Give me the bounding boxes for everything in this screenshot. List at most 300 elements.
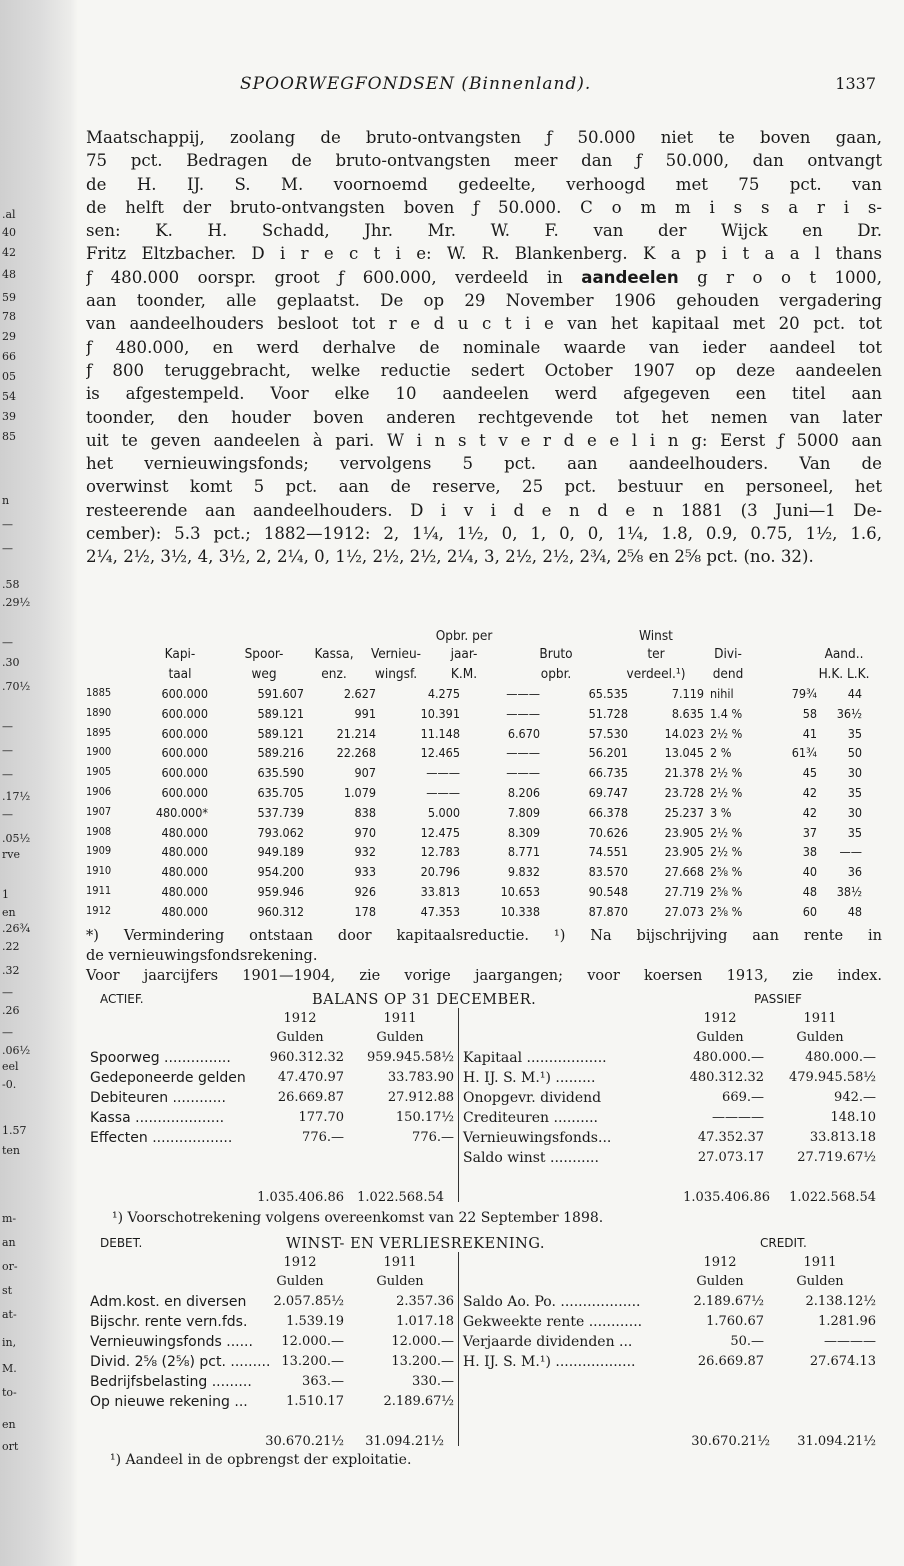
table-cell: 635.590: [257, 765, 304, 781]
margin-number: 59: [2, 291, 16, 304]
table-cell: 589.121: [257, 725, 304, 741]
margin-number: .05½: [2, 832, 31, 845]
amount: 47.352.37: [697, 1130, 764, 1145]
table-cell: 537.739: [257, 804, 304, 820]
column-header: Spoor-: [244, 646, 284, 662]
column-header: verdeel.¹): [626, 666, 686, 682]
table-cell: 933: [354, 864, 376, 880]
amount: 480.000.—: [805, 1050, 876, 1065]
year-heading: 1912: [703, 1255, 737, 1270]
table-cell: 74.551: [588, 844, 628, 860]
text-fragment: g r o o t 1000,: [678, 267, 882, 287]
amount: 47.470.97: [277, 1070, 344, 1085]
table-cell: 9.832: [507, 864, 540, 880]
text-line: ƒ 480.000, en werd derhalve de nominale waarde van ieder aandeel tot: [86, 337, 882, 357]
table-cell: 2½ %: [710, 765, 743, 781]
table-cell: 48: [847, 903, 862, 919]
table-cell: 2⅝ %: [710, 864, 743, 880]
total: 1.022.568.54: [789, 1190, 876, 1205]
year-heading: 1912: [703, 1011, 737, 1026]
table-cell: 35: [847, 824, 862, 840]
table-cell: nihil: [710, 686, 734, 701]
table-cell: 2½ %: [710, 824, 743, 840]
table-cell: 30: [847, 804, 862, 820]
unit-heading: Gulden: [376, 1030, 424, 1045]
margin-number: 39: [2, 410, 16, 423]
amount: 776.—: [302, 1130, 344, 1145]
unit-heading: Gulden: [276, 1274, 324, 1289]
table-cell: 4.275: [427, 686, 460, 701]
table-row: [86, 726, 882, 746]
margin-number: en: [2, 1418, 16, 1431]
total: 1.035.406.86: [683, 1190, 770, 1205]
unit-heading: Gulden: [796, 1274, 844, 1289]
row-label: Bijschr. rente vern.fds.: [90, 1314, 248, 1330]
amount: 27.674.13: [809, 1354, 876, 1369]
table-cell: 37: [802, 824, 817, 840]
margin-number: 40: [2, 226, 16, 239]
margin-number: eel: [2, 1060, 19, 1073]
table-cell: 5.000: [427, 804, 460, 820]
table-cell: 61¾: [791, 745, 817, 761]
table-cell: 480.000*: [155, 804, 208, 820]
table-cell: 3 %: [710, 804, 732, 820]
amount: 26.669.87: [277, 1090, 344, 1105]
text-line: cember): 5.3 pct.; 1882—1912: 2, 1¼, 1½, 0, 1, 0, 0, 1¼, 1.8, 0.9, 0.75, 1½, 1.6,: [86, 524, 882, 544]
total: 1.035.406.86: [257, 1190, 344, 1205]
text-line: de helft der bruto-ontvangsten boven ƒ 50.000. C o m m i s s a r i s-: [86, 197, 882, 217]
year-heading: 1911: [383, 1255, 417, 1270]
table-cell: 7.809: [507, 804, 540, 820]
row-label: Saldo Ao. Po. ..................: [463, 1294, 641, 1310]
margin-number: en: [2, 906, 16, 919]
table-cell: 56.201: [588, 745, 628, 761]
table-cell: 10.391: [420, 705, 460, 721]
amount: 27.719.67½: [797, 1150, 876, 1165]
row-label: Kassa ....................: [90, 1110, 225, 1126]
margin-number: rve: [2, 848, 20, 861]
amount: 27.073.17: [697, 1150, 764, 1165]
table-cell: 8.635: [671, 705, 704, 721]
amount: 150.17½: [395, 1110, 454, 1125]
table-row: [86, 765, 882, 785]
table-row: [86, 864, 882, 884]
table-cell: 13.045: [664, 745, 704, 761]
table-cell: 793.062: [257, 824, 304, 840]
amount: 2.189.67½: [693, 1294, 764, 1309]
margin-number: 1: [2, 888, 9, 901]
table-row: [86, 844, 882, 864]
table-cell: 2½ %: [710, 844, 743, 860]
table-cell: 23.905: [664, 844, 704, 860]
table-cell: 600.000: [161, 745, 208, 761]
table-cell: 1907: [86, 804, 112, 818]
table-cell: 33.813: [420, 884, 460, 899]
margin-number: —: [2, 1026, 13, 1039]
table-cell: 1895: [86, 725, 112, 739]
table-cell: 926: [354, 884, 376, 899]
table-cell: 1885: [86, 686, 112, 699]
table-cell: 991: [354, 705, 376, 721]
table-cell: 10.338: [500, 903, 540, 919]
table-cell: 12.465: [420, 745, 460, 761]
total: 31.094.21½: [365, 1434, 444, 1449]
table-cell: 47.353: [420, 903, 460, 919]
column-header: Vernieu-: [370, 646, 422, 662]
margin-number: .30: [2, 656, 20, 669]
column-divider: [458, 1252, 459, 1446]
statement-footnote: ¹) Aandeel in de opbrengst der exploitatie.: [110, 1452, 412, 1468]
margin-number: —: [2, 768, 13, 781]
margin-number: —: [2, 518, 13, 531]
table-cell: 21.378: [664, 765, 704, 781]
year-heading: 1911: [803, 1011, 837, 1026]
table-cell: 66.378: [588, 804, 628, 820]
margin-number: 78: [2, 310, 16, 323]
text-line: [86, 266, 882, 289]
table-cell: 600.000: [161, 686, 208, 701]
amount: 942.—: [834, 1090, 876, 1105]
total: 31.094.21½: [797, 1434, 876, 1449]
margin-number: —: [2, 986, 13, 999]
row-label: Bedrijfsbelasting .........: [90, 1374, 252, 1390]
table-cell: 8.771: [507, 844, 540, 860]
amount: 177.70: [298, 1110, 344, 1125]
column-header: wingsf.: [374, 666, 418, 682]
margin-number: an: [2, 1236, 16, 1249]
table-cell: 1910: [86, 864, 112, 878]
margin-number: 05: [2, 370, 16, 383]
table-cell: 12.783: [420, 844, 460, 860]
table-row: [86, 785, 882, 805]
amount: 669.—: [722, 1090, 764, 1105]
margin-number: .29½: [2, 596, 31, 609]
table-row: [86, 706, 882, 726]
column-header: H.K. L.K.: [818, 666, 870, 682]
table-cell: 960.312: [257, 903, 304, 919]
margin-number: ten: [2, 1144, 21, 1157]
row-label: Vernieuwingsfonds ......: [90, 1334, 253, 1350]
amount: 33.783.90: [387, 1070, 454, 1085]
table-cell: 70.626: [588, 824, 628, 840]
margin-number: .22: [2, 940, 20, 953]
margin-number: .70½: [2, 680, 31, 693]
table-cell: 30: [847, 765, 862, 781]
table-cell: 600.000: [161, 705, 208, 721]
row-label: Gekweekte rente ............: [463, 1314, 643, 1330]
table-cell: 65.535: [588, 686, 628, 701]
text-line: het vernieuwingsfonds; vervolgens 5 pct. aan aandeelhouders. Van de: [86, 454, 882, 474]
row-label: Onopgevr. dividend: [463, 1090, 602, 1106]
amount: 479.945.58½: [788, 1070, 876, 1085]
table-cell: 480.000: [161, 844, 208, 860]
adjacent-page-margin: [0, 0, 40, 1566]
column-header: Opbr. per: [435, 628, 493, 644]
column-divider: [458, 1008, 459, 1202]
row-label: Crediteuren ..........: [463, 1110, 599, 1126]
table-cell: 83.570: [588, 864, 628, 880]
amount: 480.000.—: [693, 1050, 764, 1065]
statement-right-label: CREDIT.: [760, 1236, 807, 1250]
table-cell: 12.475: [420, 824, 460, 840]
text-line: Maatschappij, zoolang de bruto-ontvangsten ƒ 50.000 niet te boven gaan,: [86, 128, 882, 147]
table-cell: ———: [506, 745, 540, 761]
table-cell: 932: [354, 844, 376, 860]
margin-number: .26¾: [2, 922, 31, 935]
table-cell: 21.214: [336, 725, 376, 741]
text-fragment: ƒ 480.000 oorspr. groot ƒ 600.000, verdeeld in: [86, 267, 582, 287]
amount: 27.912.88: [387, 1090, 454, 1105]
row-label: Vernieuwingsfonds...: [463, 1130, 612, 1146]
table-cell: 7.119: [671, 686, 704, 701]
table-cell: 35: [847, 725, 862, 741]
margin-number: .17½: [2, 790, 31, 803]
page-header: [240, 74, 880, 98]
table-cell: 51.728: [588, 705, 628, 721]
year-heading: 1912: [283, 1255, 317, 1270]
table-cell: 27.073: [664, 903, 704, 919]
margin-number: st: [2, 1284, 13, 1297]
table-cell: 1908: [86, 824, 112, 838]
margin-number: to-: [2, 1386, 17, 1399]
margin-number: 42: [2, 246, 16, 259]
margin-number: .58: [2, 578, 20, 591]
page-number: 1337: [835, 74, 876, 93]
amount: 2.189.67½: [383, 1394, 454, 1409]
table-cell: 589.121: [257, 705, 304, 721]
table-cell: ———: [426, 765, 460, 781]
amount: 13.200.—: [281, 1354, 344, 1369]
table-row: [86, 686, 882, 706]
table-cell: 2⅝ %: [710, 903, 743, 919]
amount: 1.510.17: [286, 1394, 344, 1409]
total: 30.670.21½: [265, 1434, 344, 1449]
table-cell: 25.237: [664, 804, 704, 820]
amount: 363.—: [302, 1374, 344, 1389]
amount: 960.312.32: [269, 1050, 344, 1065]
amount: 33.813.18: [809, 1130, 876, 1145]
text-line: toonder, den houder boven anderen rechtgevende tot het nemen van later: [86, 407, 882, 427]
table-cell: 20.796: [420, 864, 460, 880]
table-cell: 35: [847, 785, 862, 800]
table-cell: 41: [802, 725, 817, 741]
unit-heading: Gulden: [696, 1030, 744, 1045]
margin-number: .06½: [2, 1044, 31, 1057]
year-heading: 1911: [383, 1011, 417, 1026]
text-line: 75 pct. Bedragen de bruto-ontvangsten meer dan ƒ 50.000, dan ontvangt: [86, 151, 882, 171]
margin-number: in,: [2, 1336, 17, 1349]
table-cell: ——: [839, 844, 862, 860]
margin-number: —: [2, 542, 13, 555]
table-row: [86, 825, 882, 845]
amount: 1.017.18: [396, 1314, 454, 1329]
table-cell: 10.653: [500, 884, 540, 899]
table-cell: 2½ %: [710, 725, 743, 741]
table-row: [86, 805, 882, 825]
note-line: Voor jaarcijfers 1901—1904, zie vorige jaargangen; voor koersen 1913, zie index.: [86, 968, 882, 984]
table-cell: 2.627: [343, 686, 376, 701]
table-cell: 970: [354, 824, 376, 840]
amount: 148.10: [830, 1110, 876, 1125]
running-title: SPOORWEGFONDSEN (Binnenland).: [240, 74, 592, 94]
text-line: Fritz Eltzbacher. D i r e c t i e: W. R. Blankenberg. K a p i t a a l thans: [86, 244, 882, 264]
table-cell: 2 %: [710, 745, 732, 761]
table-row: [86, 884, 882, 904]
margin-number: —: [2, 636, 13, 649]
table-cell: 60: [802, 903, 817, 919]
statement-footnote: ¹) Voorschotrekening volgens overeenkomst van 22 September 1898.: [112, 1210, 604, 1226]
table-cell: 45: [802, 765, 817, 781]
amount: 776.—: [412, 1130, 454, 1145]
amount: 959.945.58½: [366, 1050, 454, 1065]
note-line: de vernieuwingsfondsrekening.: [86, 948, 318, 964]
table-cell: 11.148: [420, 725, 460, 741]
table-cell: 38: [802, 844, 817, 860]
table-cell: 959.946: [257, 884, 304, 899]
amount: 1.760.67: [706, 1314, 764, 1329]
text-line: van aandeelhouders besloot tot r e d u c t i e van het kapitaal met 20 pct. tot: [86, 314, 882, 334]
table-cell: 1890: [86, 705, 112, 719]
amount: 12.000.—: [391, 1334, 454, 1349]
unit-heading: Gulden: [376, 1274, 424, 1289]
table-cell: 1911: [86, 884, 112, 897]
year-heading: 1911: [803, 1255, 837, 1270]
company-description: [86, 126, 882, 569]
row-label: Adm.kost. en diversen: [90, 1294, 247, 1310]
column-header: Bruto: [539, 646, 573, 662]
unit-heading: Gulden: [696, 1274, 744, 1289]
table-cell: 1.079: [343, 785, 376, 800]
text-line: uit te geven aandeelen à pari. W i n s t v e r d e e l i n g: Eerst ƒ 5000 aan: [86, 430, 882, 450]
table-cell: 6.670: [507, 725, 540, 741]
column-header: taal: [168, 666, 192, 682]
amount: ————: [712, 1110, 764, 1125]
table-cell: 1900: [86, 745, 112, 759]
table-cell: 66.735: [588, 765, 628, 781]
margin-number: 66: [2, 350, 16, 363]
margin-number: M.: [2, 1362, 17, 1375]
table-cell: 2½ %: [710, 785, 743, 800]
amount: 1.539.19: [286, 1314, 344, 1329]
margin-number: 1.57: [2, 1124, 27, 1137]
table-cell: 27.719: [664, 884, 704, 899]
column-header: Divi-: [714, 646, 742, 662]
table-header: [86, 628, 882, 688]
table-cell: 36: [847, 864, 862, 880]
column-header: K.M.: [450, 666, 478, 682]
table-cell: 58: [802, 705, 817, 721]
table-cell: ———: [506, 705, 540, 721]
row-label: Divid. 2⅝ (2⅝) pct. .........: [90, 1354, 271, 1370]
margin-number: m-: [2, 1212, 17, 1225]
margin-number: 29: [2, 330, 16, 343]
amount: ————: [824, 1334, 876, 1349]
statement-right-label: PASSIEF: [754, 992, 802, 1006]
table-cell: 38½: [836, 884, 862, 899]
margin-number: .32: [2, 964, 20, 977]
margin-number: .al: [2, 208, 16, 221]
column-header: ter: [647, 646, 665, 662]
column-header: Kassa,: [314, 646, 354, 662]
column-header: enz.: [321, 666, 347, 682]
table-cell: 600.000: [161, 785, 208, 800]
amount: 50.—: [730, 1334, 764, 1349]
table-cell: ———: [506, 686, 540, 701]
amount: 13.200.—: [391, 1354, 454, 1369]
margin-number: .26: [2, 1004, 20, 1017]
table-cell: 1906: [86, 785, 112, 798]
amount: 1.281.96: [818, 1314, 876, 1329]
row-label: Kapitaal ..................: [463, 1050, 607, 1066]
table-cell: 838: [354, 804, 376, 820]
table-cell: 954.200: [257, 864, 304, 880]
table-notes: [86, 926, 882, 986]
table-cell: 48: [802, 884, 817, 899]
margin-number: at-: [2, 1308, 17, 1321]
year-heading: 1912: [283, 1011, 317, 1026]
table-cell: 600.000: [161, 725, 208, 741]
total: 30.670.21½: [691, 1434, 770, 1449]
table-cell: 42: [802, 785, 817, 800]
table-cell: 635.705: [257, 785, 304, 800]
amount: 12.000.—: [281, 1334, 344, 1349]
row-label: Effecten ..................: [90, 1130, 233, 1146]
table-cell: 600.000: [161, 765, 208, 781]
table-cell: 480.000: [161, 903, 208, 919]
table-cell: 8.206: [507, 785, 540, 800]
row-label: Op nieuwe rekening ...: [90, 1394, 248, 1410]
table-cell: 57.530: [588, 725, 628, 741]
table-cell: ———: [426, 785, 460, 800]
table-cell: 14.023: [664, 725, 704, 741]
table-cell: 1912: [86, 903, 112, 917]
margin-number: or-: [2, 1260, 18, 1273]
table-cell: 22.268: [336, 745, 376, 761]
amount: 330.—: [412, 1374, 454, 1389]
unit-heading: Gulden: [796, 1030, 844, 1045]
column-header: jaar-: [450, 646, 478, 662]
row-label: Debiteuren ............: [90, 1090, 226, 1106]
column-header: weg: [251, 666, 277, 682]
table-cell: 79¾: [791, 686, 817, 701]
margin-number: n: [2, 494, 10, 507]
table-cell: 589.216: [257, 745, 304, 761]
table-cell: 42: [802, 804, 817, 820]
table-row: [86, 904, 882, 924]
row-label: H. IJ. S. M.¹) .........: [463, 1070, 596, 1086]
amount: 26.669.87: [697, 1354, 764, 1369]
emphasis-text: aandeelen: [581, 267, 679, 287]
unit-heading: Gulden: [276, 1030, 324, 1045]
table-cell: 480.000: [161, 824, 208, 840]
table-cell: 23.905: [664, 824, 704, 840]
text-line: ƒ 800 teruggebracht, welke reductie sedert October 1907 op deze aandeelen: [86, 360, 882, 380]
margin-number: —: [2, 720, 13, 733]
column-header: dend: [712, 666, 744, 682]
margin-number: —: [2, 808, 13, 821]
amount: 2.138.12½: [805, 1294, 876, 1309]
statement-left-label: ACTIEF.: [100, 992, 144, 1006]
text-line: aan toonder, alle geplaatst. De op 29 November 1906 gehouden vergadering: [86, 291, 882, 311]
table-cell: 40: [802, 864, 817, 880]
table-cell: 1.4 %: [710, 705, 743, 721]
table-cell: 1905: [86, 765, 112, 779]
row-label: Saldo winst ...........: [463, 1150, 599, 1166]
total: 1.022.568.54: [357, 1190, 444, 1205]
amount: 480.312.32: [689, 1070, 764, 1085]
row-label: Spoorweg ...............: [90, 1050, 231, 1066]
amount: 2.357.36: [396, 1294, 454, 1309]
